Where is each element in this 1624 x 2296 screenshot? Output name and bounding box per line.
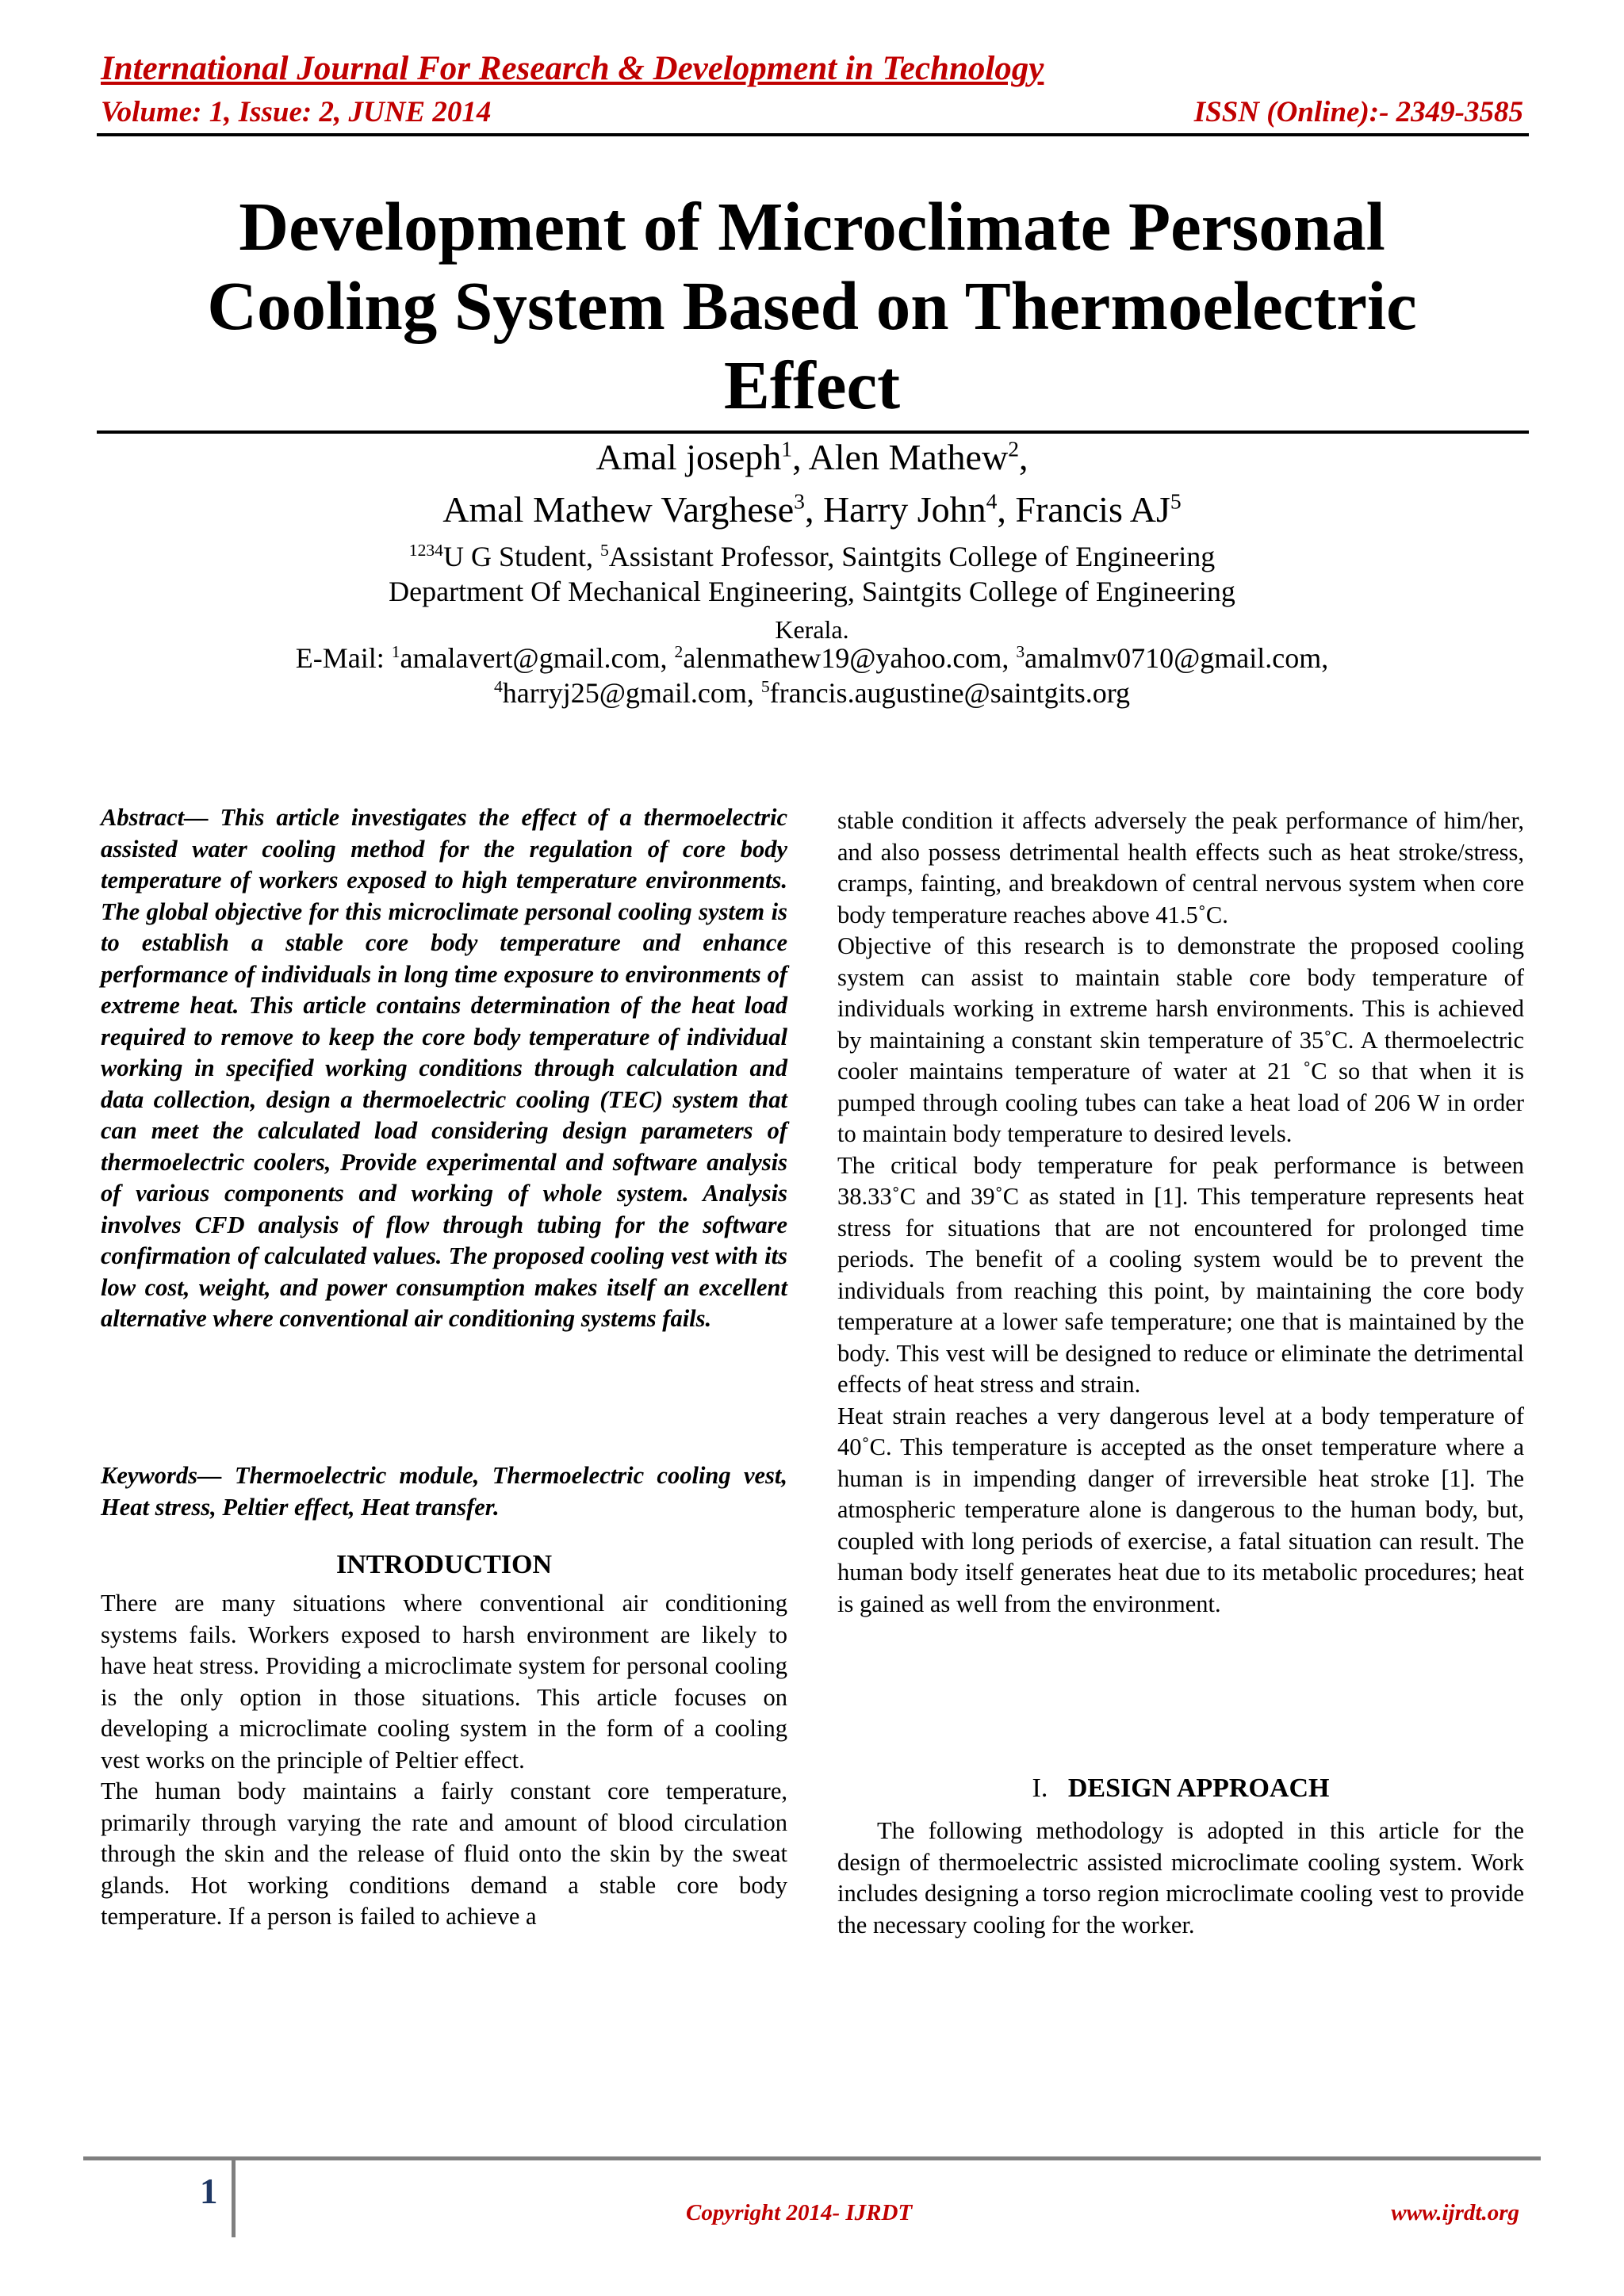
footer-divider (83, 2156, 1541, 2160)
author-name: , Alen Mathew (792, 437, 1009, 477)
author-separator: , (1019, 437, 1028, 477)
author-line-1 (0, 434, 1624, 480)
author-index: 1 (781, 436, 793, 461)
journal-title: International Journal For Research & Development in Technology (101, 50, 1044, 87)
paper-title: Development of Microclimate Personal Cooling System Based on Thermoelectric Effect (207, 188, 1417, 423)
affiliation-index: 5 (599, 541, 609, 560)
email-address[interactable]: harryj25@gmail.com, (502, 677, 761, 709)
author-index: 2 (1008, 436, 1019, 461)
email-address[interactable]: francis.augustine@saintgits.org (769, 677, 1131, 709)
author-name: , Francis AJ (997, 489, 1170, 530)
author-index: 3 (794, 488, 805, 514)
email-line-2 (0, 675, 1624, 710)
journal-website-link[interactable]: www.ijrdt.org (1391, 2200, 1519, 2225)
email-address[interactable]: amalmv0710@gmail.com, (1025, 642, 1329, 674)
email-label: E-Mail: (295, 642, 392, 674)
affiliation-index: 1234 (408, 541, 443, 560)
author-name: Amal joseph (596, 437, 782, 477)
email-index: 5 (760, 677, 770, 696)
author-line-2 (0, 487, 1624, 533)
email-index: 3 (1016, 642, 1025, 661)
journal-issn: ISSN (Online):- 2349-3585 (1193, 96, 1523, 128)
email-index: 4 (493, 677, 503, 696)
paragraph: The critical body temperature for peak performance is between 38.33˚C and 39˚C as stated in [1]. This temperature represents heat stress for situations that are not encountered for prolonged time periods. The benefit of a cooling system would be to prevent the individuals from reaching this point, by maintaining the core body temperature at a lower safe temperature; one that is maintained by the body. This vest will be designed to reduce or eliminate the detrimental effects of heat stress and strain. (837, 1151, 1524, 1398)
title-divider (97, 430, 1529, 434)
footer-vertical-bar (232, 2158, 236, 2237)
introduction-heading: INTRODUCTION (335, 1550, 553, 1579)
section-number: I. (1032, 1774, 1048, 1803)
email-index: 1 (391, 642, 400, 661)
section-title: DESIGN APPROACH (1067, 1774, 1330, 1803)
paragraph: stable condition it affects adversely the peak performance of him/her, and also possess detrimental health effects such as heat stroke/stress, cramps, fainting, and breakdown of central nervous system when core body temperature reaches above 41.5˚C. (837, 807, 1524, 928)
paragraph: There are many situations where conventional air conditioning systems fails. Workers exposed to harsh environment are likely to have heat stress. Providing a microclimate system for personal cooling is the only option in those situations. This article focuses on developing a microclimate cooling system in the form of a cooling vest works on the principle of Peltier effect. (101, 1590, 787, 1774)
design-approach-heading (837, 1774, 1524, 1804)
affiliation-line (0, 539, 1624, 574)
author-name: Amal Mathew Varghese (442, 489, 795, 530)
page-number: 1 (200, 2172, 218, 2211)
location-line: Kerala. (775, 615, 849, 644)
email-line-1 (0, 641, 1624, 675)
introduction-body (101, 1588, 787, 1933)
right-column-body (837, 806, 1524, 1620)
paragraph: The human body maintains a fairly constant core temperature, primarily through varying the rate and amount of blood circulation through the skin and the release of fluid onto the skin by the sweat glands. Hot working conditions demand a stable core body temperature. If a person is failed to achieve a (101, 1777, 787, 1930)
header-divider (97, 133, 1529, 136)
paragraph: Heat strain reaches a very dangerous level at a body temperature of 40˚C. This temperature is accepted as the onset temperature where a human is in impending danger of irreversible heat stroke [1]. The atmospheric temperature alone is dangerous to the human body, but, coupled with long periods of exercise, a fatal situation can result. The human body itself generates heat due to its metabolic procedures; heat is gained as well from the environment. (837, 1402, 1524, 1617)
email-address[interactable]: alenmathew19@yahoo.com, (683, 642, 1017, 674)
journal-volume: Volume: 1, Issue: 2, JUNE 2014 (101, 96, 492, 128)
author-index: 4 (986, 488, 998, 514)
email-address[interactable]: amalavert@gmail.com, (400, 642, 675, 674)
email-index: 2 (674, 642, 684, 661)
author-name: , Harry John (804, 489, 986, 530)
copyright-notice: Copyright 2014- IJRDT (686, 2200, 913, 2225)
affiliation-text: U G Student, (442, 541, 600, 572)
affiliation-text: Assistant Professor, Saintgits College of Engineering (608, 541, 1216, 572)
keywords: Keywords— Thermoelectric module, Thermoelectric cooling vest, Heat stress, Peltier effect, Heat transfer. (101, 1462, 787, 1521)
paragraph: Objective of this research is to demonstrate the proposed cooling system can assist to maintain stable core body temperature of individuals working in extreme harsh environments. This is achieved by maintaining a constant skin temperature of 35˚C. A thermoelectric cooler maintains temperature of water at 21 ˚C so that when it is pumped through cooling tubes can take a heat load of 206 W in order to maintain body temperature to desired levels. (837, 932, 1524, 1147)
department-line: Department Of Mechanical Engineering, Saintgits College of Engineering (389, 576, 1235, 607)
abstract: Abstract— This article investigates the effect of a thermoelectric assisted water cooling method for the regulation of core body temperature of workers exposed to high temperature environments. The global objective for this microclimate personal cooling system is to establish a stable core body temperature and enhance performance of individuals in long time exposure to environments of extreme heat. This article contains determination of the heat load required to remove to keep the core body temperature of individual working in specified working conditions through calculation and data collection, design a thermoelectric cooling (TEC) system that can meet the calculated load considering design parameters of thermoelectric coolers, Provide experimental and software analysis of various components and working of whole system. Analysis involves CFD analysis of flow through tubing for the software confirmation of calculated values. The proposed cooling vest with its low cost, weight, and power consumption makes itself an excellent alternative where conventional air conditioning systems fails. (101, 804, 787, 1332)
design-approach-body: The following methodology is adopted in this article for the design of thermoelectric assisted microclimate cooling system. Work includes designing a torso region microclimate cooling vest to provide the necessary cooling for the worker. (837, 1817, 1524, 1938)
author-index: 5 (1170, 488, 1182, 514)
